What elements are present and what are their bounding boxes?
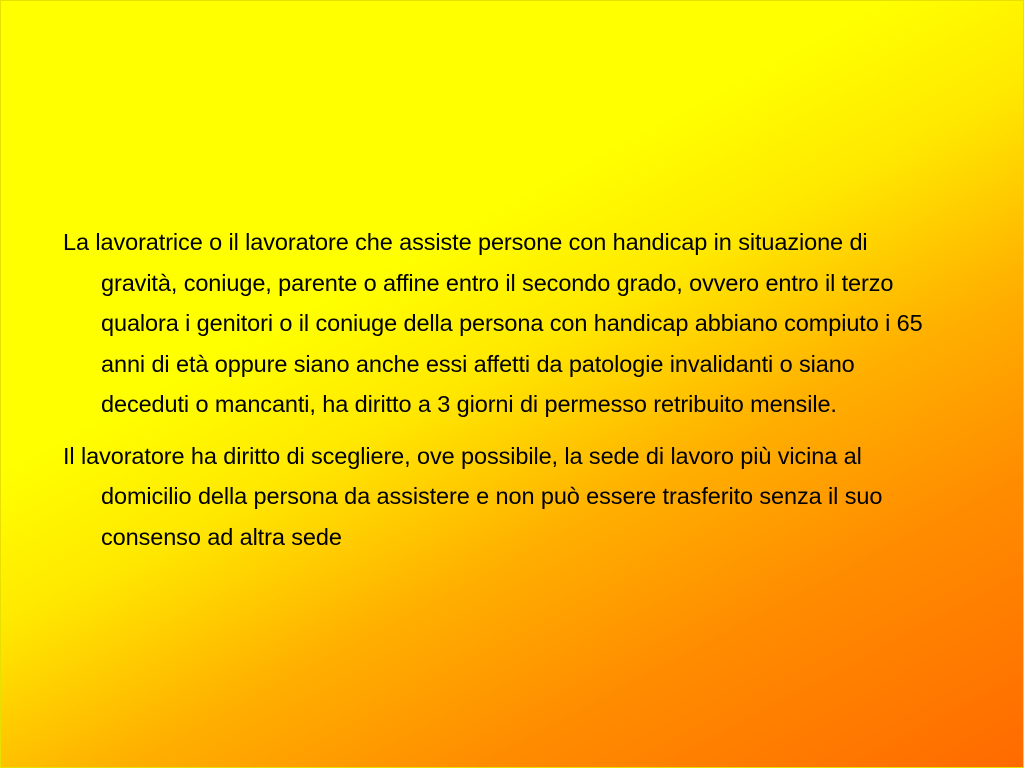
slide-body (63, 222, 943, 557)
paragraph-sede-di-lavoro: Il lavoratore ha diritto di scegliere, ove possibile, la sede di lavoro più vicina al domicilio della persona da assistere e non può essere trasferito senza il suo consenso ad altra sede (63, 442, 883, 550)
paragraph-permesso-retribuito: La lavoratrice o il lavoratore che assiste persone con handicap in situazione di gravità, coniuge, parente o affine entro il secondo grado, ovvero entro il terzo qualora i genitori o il coniuge della persona con handicap abbiano compiuto i 65 anni di età oppure siano anche essi affetti da patologie invalidanti o siano deceduti o mancanti, ha diritto a 3 giorni di permesso retribuito mensile. (63, 229, 923, 417)
